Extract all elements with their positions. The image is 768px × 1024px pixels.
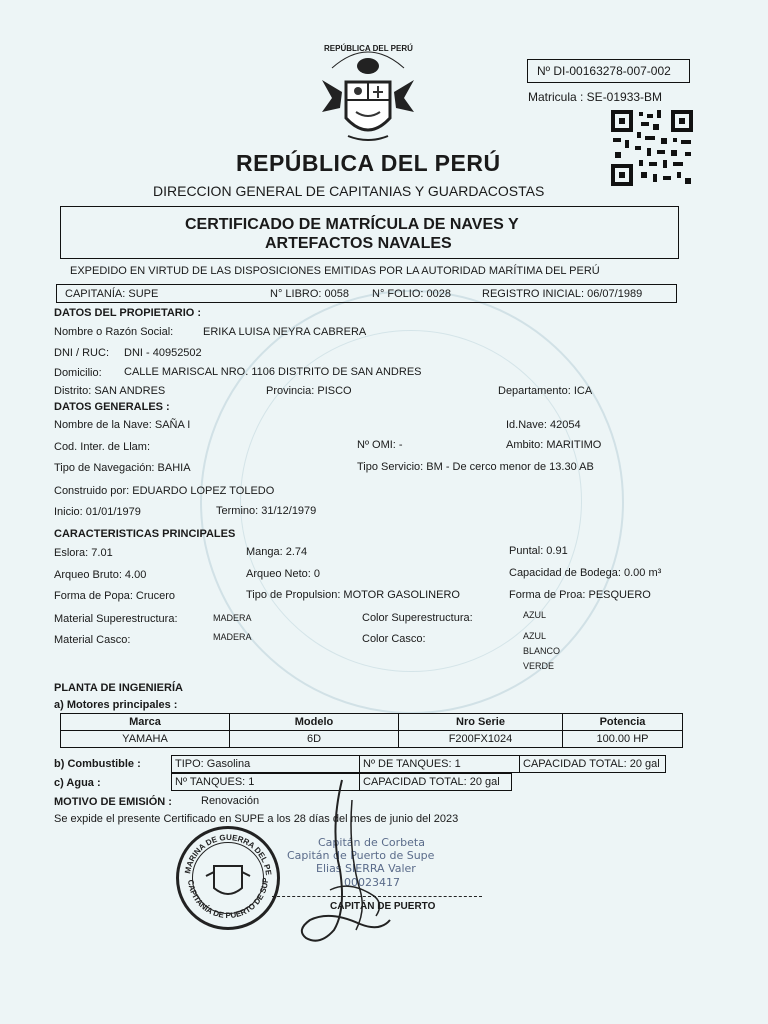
general-heading: DATOS GENERALES : — [54, 401, 170, 413]
col-modelo: Modelo — [230, 714, 399, 731]
motivo-value: Renovación — [201, 795, 260, 807]
char-eslora: Eslora: 7.01 — [54, 547, 113, 559]
col-potencia: Potencia — [563, 714, 683, 731]
characteristics-heading: CARACTERISTICAS PRINCIPALES — [54, 528, 236, 540]
owner-provincia: Provincia: PISCO — [266, 385, 352, 397]
char-capacidad-bodega: Capacidad de Bodega: 0.00 m³ — [509, 567, 662, 579]
char-color-casco-value-2: BLANCO — [523, 646, 561, 656]
col-nro-serie: Nro Serie — [399, 714, 563, 731]
motores-label: a) Motores principales : — [54, 699, 178, 711]
combustible-capacidad: CAPACIDAD TOTAL: 20 gal — [520, 756, 666, 773]
cert-title-line2: ARTEFACTOS NAVALES — [265, 235, 452, 252]
char-popa: Forma de Popa: Crucero — [54, 590, 176, 602]
cert-number: Nº DI-00163278-007-002 — [537, 64, 671, 78]
combustible-label: b) Combustible : — [54, 758, 141, 770]
svg-text:CAPITANÍA DE PUERTO DE SUPE: CAPITANÍA DE PUERTO DE SUP — [185, 877, 271, 921]
char-mat-super-label: Material Superestructura: — [54, 613, 178, 625]
combustible-table — [171, 755, 666, 773]
general-tipo-servicio: Tipo Servicio: BM - De cerco menor de 13.30 AB — [357, 461, 594, 473]
stamp-text-icon — [176, 826, 280, 935]
char-puntal: Puntal: 0.91 — [509, 545, 568, 557]
general-tipo-navegacion: Tipo de Navegación: BAHIA — [54, 462, 191, 474]
table-row — [61, 731, 683, 748]
owner-name-label: Nombre o Razón Social: — [54, 326, 174, 338]
char-mat-super-value: MADERA — [213, 613, 252, 623]
owner-distrito: Distrito: SAN ANDRES — [54, 385, 166, 397]
char-color-casco-label: Color Casco: — [362, 633, 426, 645]
qr-code-icon — [611, 110, 693, 191]
cell-nro-serie: F200FX1024 — [399, 731, 563, 748]
general-termino: Termino: 31/12/1979 — [216, 505, 317, 517]
cert-title-line1: CERTIFICADO DE MATRÍCULA DE NAVES Y — [185, 216, 519, 233]
expedido-text: EXPEDIDO EN VIRTUD DE LAS DISPOSICIONES EMITIDAS POR LA AUTORIDAD MARÍTIMA DEL PERÚ — [70, 265, 600, 277]
signature-line2: Capitán de Puerto de Supe — [287, 849, 435, 862]
general-omi: Nº OMI: - — [357, 439, 403, 451]
motors-table — [60, 713, 683, 748]
general-cod-inter: Cod. Inter. de Llam: — [54, 441, 150, 453]
svg-text:MARINA DE GUERRA DEL PERÚ: MARINA DE GUERRA DEL PE — [183, 832, 273, 876]
agua-capacidad: CAPACIDAD TOTAL: 20 gal — [360, 774, 512, 791]
signature-title: CAPITÁN DE PUERTO — [330, 901, 436, 912]
owner-dni-label: DNI / RUC: — [54, 347, 109, 359]
char-mat-casco-label: Material Casco: — [54, 634, 131, 646]
registry-libro: N° LIBRO: 0058 — [270, 288, 349, 300]
owner-departamento: Departamento: ICA — [498, 385, 593, 397]
signature-line3: Elias SIERRA Valer — [316, 862, 416, 875]
general-nave: Nombre de la Nave: SAÑA I — [54, 419, 191, 431]
signature-line4: 00023417 — [344, 876, 400, 889]
char-manga: Manga: 2.74 — [246, 546, 308, 558]
char-color-casco-value-1: AZUL — [523, 631, 547, 641]
col-marca: Marca — [61, 714, 230, 731]
table-row — [172, 756, 666, 773]
agua-label: c) Agua : — [54, 777, 101, 789]
registry-capitania: CAPITANÍA: SUPE — [65, 288, 159, 300]
coat-of-arms-icon — [318, 42, 418, 153]
combustible-tanques: Nº DE TANQUES: 1 — [360, 756, 520, 773]
handwritten-signature-icon — [290, 770, 410, 965]
char-proa: Forma de Proa: PESQUERO — [509, 589, 651, 601]
char-mat-casco-value: MADERA — [213, 632, 252, 642]
owner-domicilio-label: Domicilio: — [54, 367, 102, 379]
owner-domicilio-value: CALLE MARISCAL NRO. 1106 DISTRITO DE SAN ANDRES — [124, 366, 422, 378]
registry-inicial: REGISTRO INICIAL: 06/07/1989 — [482, 288, 643, 300]
signature-line1: Capitán de Corbeta — [318, 836, 425, 849]
registry-folio: N° FOLIO: 0028 — [372, 288, 451, 300]
page-title: REPÚBLICA DEL PERÚ — [236, 150, 501, 176]
motors-table-header — [61, 714, 683, 731]
char-arqueo-neto: Arqueo Neto: 0 — [246, 568, 320, 580]
cell-modelo: 6D — [230, 731, 399, 748]
char-propulsion: Tipo de Propulsion: MOTOR GASOLINERO — [246, 589, 460, 601]
owner-name-value: ERIKA LUISA NEYRA CABRERA — [203, 326, 367, 338]
motivo-label: MOTIVO DE EMISIÓN : — [54, 796, 172, 808]
combustible-tipo: TIPO: Gasolina — [172, 756, 360, 773]
matricula: Matricula : SE-01933-BM — [528, 90, 663, 104]
cell-potencia: 100.00 HP — [563, 731, 683, 748]
char-color-super-label: Color Superestructura: — [362, 612, 473, 624]
expide-text: Se expide el presente Certificado en SUPE a los 28 días del mes de junio del 2023 — [54, 813, 459, 825]
general-ambito: Ambito: MARITIMO — [506, 439, 602, 451]
owner-dni-value: DNI - 40952502 — [124, 347, 202, 359]
general-id-nave: Id.Nave: 42054 — [506, 419, 581, 431]
page-subtitle: DIRECCION GENERAL DE CAPITANIAS Y GUARDACOSTAS — [153, 183, 545, 199]
char-arqueo-bruto: Arqueo Bruto: 4.00 — [54, 569, 147, 581]
emblem-caption: REPÚBLICA DEL PERÚ — [324, 44, 413, 53]
char-color-casco-value-3: VERDE — [523, 661, 555, 671]
engineering-heading: PLANTA DE INGENIERÍA — [54, 682, 183, 694]
general-construido: Construido por: EDUARDO LOPEZ TOLEDO — [54, 485, 275, 497]
cell-marca: YAMAHA — [61, 731, 230, 748]
owner-heading: DATOS DEL PROPIETARIO : — [54, 307, 202, 319]
general-inicio: Inicio: 01/01/1979 — [54, 506, 141, 518]
agua-tanques: Nº TANQUES: 1 — [172, 774, 360, 791]
char-color-super-value: AZUL — [523, 610, 547, 620]
